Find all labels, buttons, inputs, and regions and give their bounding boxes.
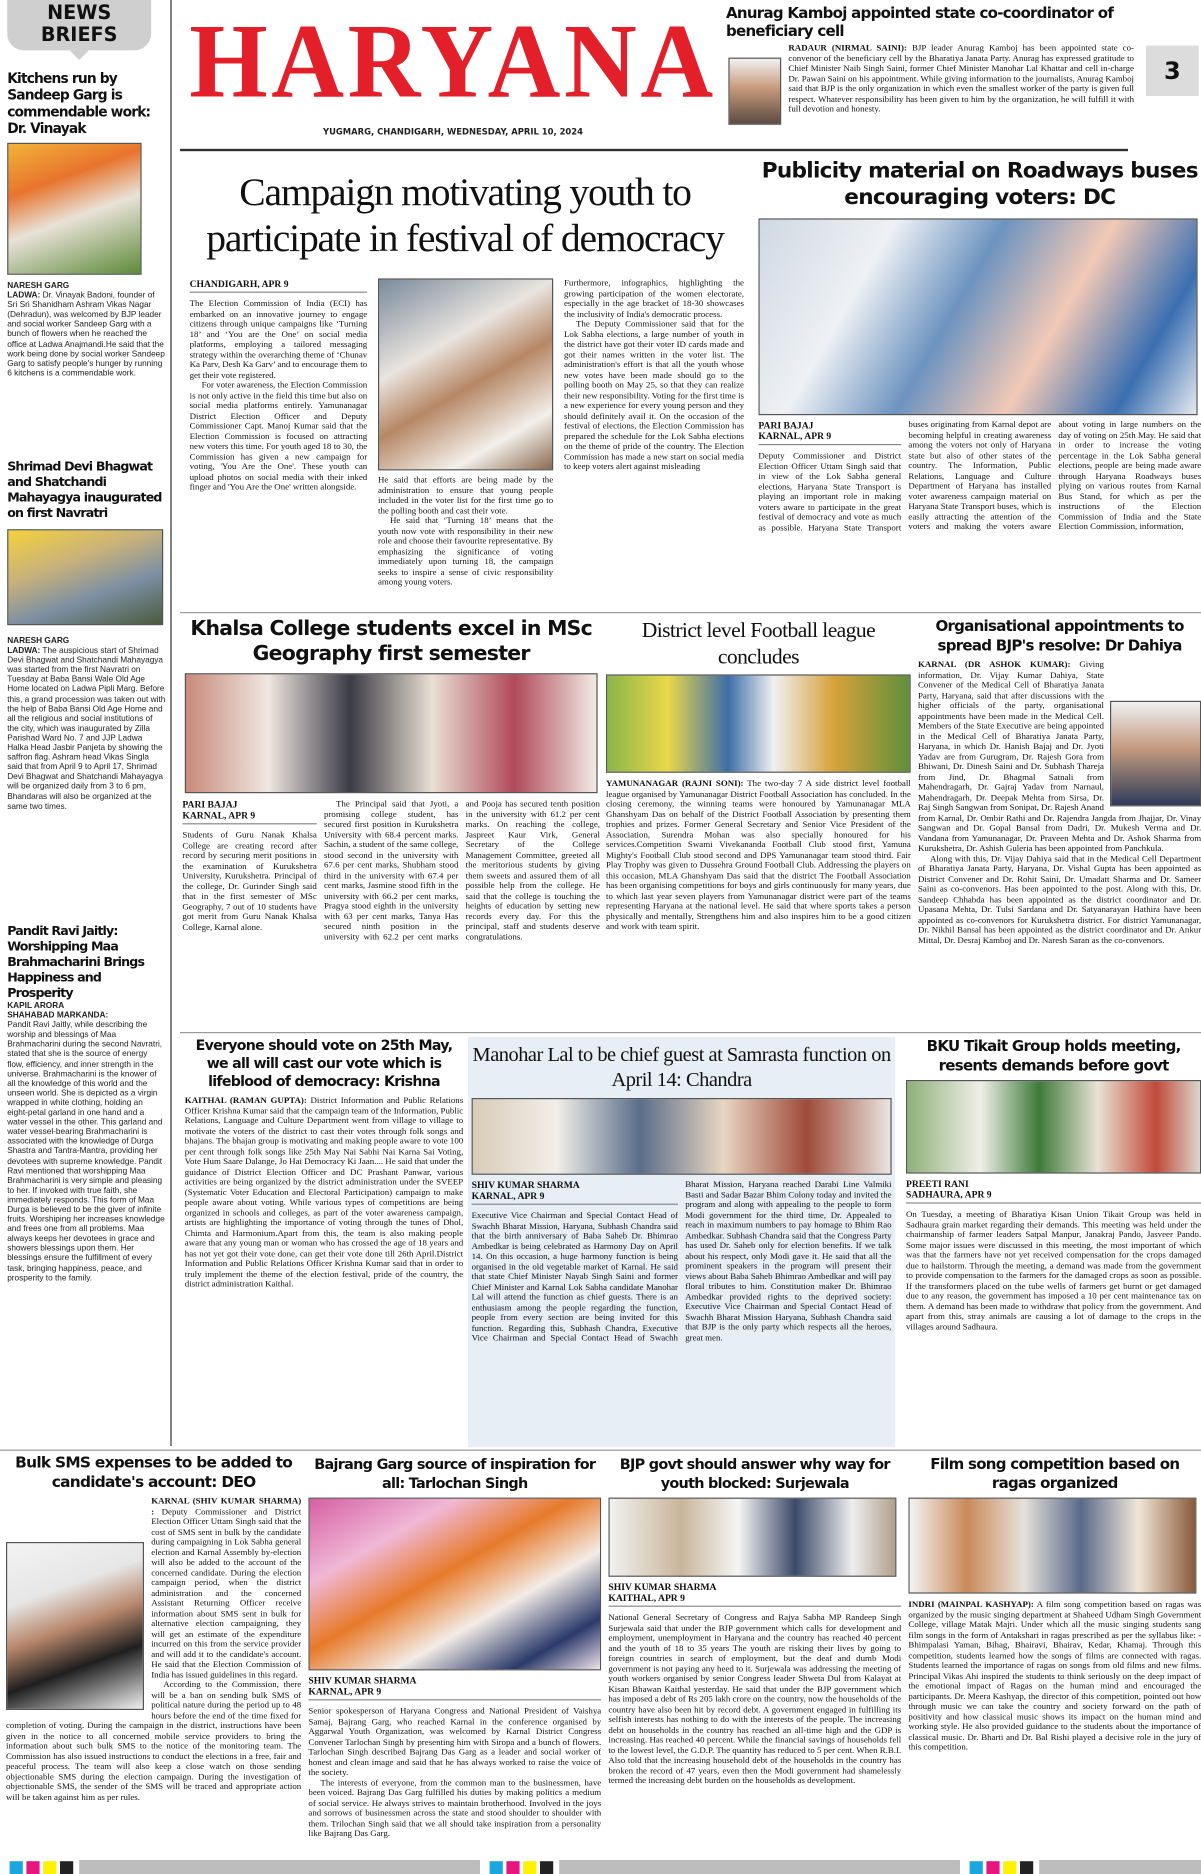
story-text: Senior spokesperson of Haryana Congress and National President of Vaishya Samaj, Bajrang Garg, who reached Karnal in the conference organised by Aggarwal Youth Organization, was welcomed by Karnal District Congress Convener Tarlochan Singh by presenting him with Siropa and a bunch of flowers. Tarlochan Singh described Bajrang Das Garg as a leader and social worker of honest and clean image and said that he has always worked to raise the voice of the society. [308,1705,602,1778]
photo [6,1542,144,1710]
story-publicity [758,158,1201,609]
photo [472,1098,892,1175]
print-color-bar [0,1860,1201,1874]
story-byline: PREETI RANI SADHAURA, APR 9 [906,1178,1201,1203]
story-text: Deputy Commissioner and District Election Officer Uttam Singh said that the cost of SMS sent in bulk by the candidate during campaigning in Lok Sabha general election and Karnal Assembly by-election will also be added to the account of the concerned candidate. During the election campaign period, when the district administration and the concerned Assistant Returning Officer receive information about SMS sent in bulk for alternative election campaigning, they will get an estimate of the expenditure incurred on this from the service provider and will add it to the candidate's account. He said that the Election Commission of India has issued guidelines in this regard. [151,1505,302,1680]
story-text: On Tuesday, a meeting of Bharatiya Kisan Union Tikait Group was held in Sadhaura grain market regarding their demands. This meeting was held under the chairmanship of farmer leaders Satpal Manpur, Janakraj Pando, Jasveer Pando. Some major issues were discussed in this meeting, the most important of which was that the farmers have not yet received compensation for the crops damaged due to hailstorm. Through the meeting, a demand was made from the government to provide compensation to the farmers for the damaged crops as soon as possible. If the transformers placed on the tube wells of farmers get burnt or get damaged due to any reason, the government has imposed a 10 per cent maintenance tax on them. A demand has been made to withdraw that policy from the government. And apart from this, stray animals are causing a lot of damage to the crops in the villages around Sadhaura. [906,1208,1201,1332]
story-headline: BJP govt should answer why way for youth blocked: Surjewala [619,1455,890,1492]
photo [908,1498,1196,1594]
row-divider [180,612,1201,613]
story-dateline: RADAUR (NIRMAL SAINI): [788,42,907,53]
story-text: District Information and Public Relations Officer Krishna Kumar said that the campaign team of the Information, Public Relations, Language and Culture Department went from village to village to motivate the voters of the district to cast their votes through folk songs and bhajans. The bhajan group is motivating and making people aware to vote 100 per cent through folk songs like 25th May Nai Sabhi Nai Karna Sai Voting, Vote Hum Saare Dalange, Jo Hai Democracy Ki Jaan.... He said that under the guidance of District Election Officer and DC Prashant Panwar, various activities are being organized by the district administration under the SVEEP (Systematic Voter Education and Electoral Participation) campaign to make people aware about voting. While various types of competitions are being organized in schools and colleges, as part of the voter awareness campaign, artists are highlighting the importance of voting through the tunes of Dhol, Chimta and Harmonium.Apart from this, the team is also making people aware that any young man or woman who has crossed the age of 18 years and has not yet got their vote done, can get their vote done till 26th April.District Information and Public Relations Officer Krishna Kumar said that in order to truly implement the theme of the election festival, pride of the country, the district administration Kaithal. [184,1094,464,1289]
story-headline: Manohar Lal to be chief guest at Samrasta function on April 14: Chandra [472,1042,891,1091]
magenta-swatch [26,1861,39,1874]
story-byline: PARI BAJAJ KARNAL, APR 9 [758,420,901,445]
photo [728,58,781,125]
story-text: The two-day 7 A side district level football league organised by Yamunanagar District Football Association has concluded. In the closing ceremony, the winning teams were honoured by Yamunanagar MLA Ghanshyam Das on behalf of the District Football Association by presenting them trophies and prizes. Former General Secretary and Senior Vice President of the Association, Surendra Mohan was also specially honoured for his services.Competition Swami Vivekananda Football Club stood first, Yamuna Mighty's Football Club stood second and DPS Yamunanagar team stood third. Fair Play Trophy was given to Dussehra Ground Football Club. Addressing the players on this occasion, MLA Ghanshyam Das said that the district The Football Association has been organising competitions for boys and girls continuously for many years, due to which last year seven players from Yamunanagar district were part of the teams representing Haryana at the national level. He said that where sports takes a person physically and mentally, Strengthens him and also inspires him to be a good citizen and work with team spirit. [606,777,911,932]
story-surjewala [608,1454,901,1860]
brief-text: Dr. Vinayak Badoni, founder of Sri Sri Shanidham Ashram Vikas Nagar (Dehradun), was welcomed by BJP leader and social worker Sandeep Garg with a bunch of flowers when he reached the office at Ladwa Anajmandi.He said that the work being done by social worker Sandeep Garg to satisfy people's hunger by running 6 kitchens is a commendable work. [7,291,165,378]
black-swatch [60,1861,73,1874]
story-headline: Khalsa College students excel in MSc Geography first semester [190,616,593,666]
magenta-swatch [986,1861,999,1874]
story-sms [6,1454,301,1860]
page-number: 3 [1146,46,1199,96]
brief-dateline: LADWA: [7,291,41,301]
brief-pandit [7,924,165,1284]
story-bku [906,1037,1201,1447]
photo [7,143,141,275]
story-headline: Bulk SMS expenses to be added to candidate's account: DEO [15,1454,293,1492]
story-khalsa [182,617,600,1030]
cyan-swatch [10,1861,23,1874]
story-headline: BKU Tikait Group holds meeting, resents demands before govt [926,1036,1181,1074]
story-bajrang [308,1454,601,1860]
photo [378,278,553,470]
story-headline: Campaign motivating youth to participate in festival of democracy [206,171,724,261]
dateline: YUGMARG, CHANDIGARH, WEDNESDAY, APRIL 10, 2024 [323,127,583,137]
story-text: Along with this, Dr. Vijay Dahiya said that in the Medical Cell Department of Bharatiya Janata Party, Haryana, Dr. Vishal Gupta has been appointed as District Convener and Dr. Rohit Saini, Dr. Umadatt Sharma and Dr. Sameer Saini as co-convenors. Has been appointed to the post. Along with this, Dr. Sandeep Chhabda has been appointed as the district coordinator and Dr. Upasana Mehta, Dr. Tulsi Sardana and Dr. Satyanarayan Hathira have been appointed as co-convenors for Kurukshetra district. For district Yamunanagar, Dr. Nikhil Bansal has been appointed as the district coordinator and Dr. Ankur Mittal, Dr. Desraj Kamboj and Dr. Naresh Saran as the co-convenors. [918,852,1201,946]
story-film [908,1454,1201,1860]
story-headline: Bajrang Garg source of inspiration for all: Tarlochan Singh [314,1455,596,1492]
story-anurag [726,4,1134,146]
story-headline: Anurag Kamboj appointed state co-coordinator of beneficiary cell [726,3,1114,40]
story-column: Furthermore, infographics, highlighting the growing participation of the women electorate, especially in the age bracket of 18-30 showcases the inclusivity of India's democratic process. The Deputy Commissioner said that for the Lok Sabha elections, a large number of youth in the district have got their voter ID cards made and got their names written in the voter list. The administration's effort is that all the youth whose new votes have been made should go to the polling booth on May 25, so that they can realize their new responsibility. Voting for the first time is a new experience for every young person and they should definitely avail it. On the occasion of the festival of elections, the Election Commission has prepared the schedule for the Lok Sabha elections on the theme of pride of the country. The Election Commission has made a new start on social media to keep voters alert against misleading [564,278,744,472]
story-text: The Principal said that Jyoti, a promising college student, has secured first position in Kurukshetra University with 68.4 percent marks. Sachin, a student of the same college, stood second in the university with 67.6 per cent marks, Shubham stood third in the university with 67.4 per cent marks, Jasmine stood fifth in the university with 66.2 per cent marks, Pragya stood eighth in the university with 63 per cent marks, Tanya Has secured ninth position in the university with 62.2 per cent marks and Pooja has secured tenth position in the university with 61.2 per cent marks. On reaching the college, Jaspreet Kaur Virk, General Secretary of the College Management Committee, greeted all the meritorious students by giving them sweets and assured them of all possible help from the college. He said that the college is touching the heights of education by setting new records every day. For this the principal, staff and students deserve congratulations. [324,798,600,942]
story-manohar [468,1037,895,1447]
brief-byline: KAPIL ARORA [7,1002,65,1011]
story-headline: Film song competition based on ragas organized [930,1454,1180,1492]
yellow-swatch [523,1861,536,1874]
brief-byline: NARESH GARG [7,282,70,291]
cyan-swatch [970,1861,983,1874]
brief-headline: Kitchens run by Sandeep Garg is commendable work: Dr. Vinayak [7,69,151,137]
news-briefs-label: NEWS BRIEFS [7,0,151,50]
photo [758,218,1197,415]
story-text: According to the Commission, there will be a ban on sending bulk SMS of political nature during the period up to 48 hours before the end of the time fixed for completion of voting. During the campaign in the district, instructions have been given in the notice to all concerned mobile service providers to bring the information about such bulk SMS to the notice of the monitoring team. The Commission has also issued instructions to conduct the elections in a free, fair and peaceful process. The team will also keep a close watch on those sending objectionable SMS during the election campaign. During the investigation of objectionable SMS, the sender of the SMS will be traced and appropriate action will be taken against him as per rules. [6,1678,302,1802]
brief-headline: Shrimad Devi Bhagwat and Shatchandi Mahayagya inaugurated on first Navratri [7,459,162,521]
story-headline: District level Football league concludes [641,618,876,669]
photo [1110,701,1201,807]
story-organisational [918,617,1201,1030]
story-text: Students of Guru Nanak Khalsa College are creating record after record by securing merit positions in the examination of Kurukshetra University, Kurukshetra. Principal of the college, Dr. Gurinder Singh said that in the first semester of MSc Geography, 7 out of 10 students have got merit from Guru Nanak Khalsa College, Karnal alone. [182,829,317,932]
story-dateline: KARNAL (DR ASHOK KUMAR): [918,658,1071,670]
story-text: Deputy Commissioner and District Election Officer Uttam Singh said that in view of the Lok Sabha general elections, Haryana State Transport is playing an important role in making voters aware to participate in the great festival of democracy and vote as much as possible. Haryana State Transport buses originating from Karnal depot are becoming helpful in creating awareness among the voters not only of Haryana state but also of other states of the country. The Information, Public Relations, Language and Culture Department of Haryana has installed voter awareness campaign material on Haryana State Transport buses, which is easily attracting the attention of the voters and making the voters aware about voting in large numbers on the day of voting on 25th May. He said that in order to increase the voting percentage in the Lok Sabha general elections, people are being made aware through Haryana Roadways buses plying on various routes from Karnal Bus Stand, for which as per the instructions of the Election Commission of India and the State Election Commission, information, [758,418,1201,533]
brief-headline: Pandit Ravi Jaitly: Worshipping Maa Brahmacharini Brings Happiness and Prosperity [7,924,145,1001]
story-text: The interests of everyone, from the common man to the businessmen, have been voiced. Bajrang Das Garg fulfilled his duties by making politics a medium of social service. He always strives to maintain brotherhood. Involved in the joys and sorrows of businessmen across the state and stood shoulder to shoulder with them. Trilochan Singh said that we all should take inspiration from a personality like Bajrang Das Garg. [308,1776,602,1839]
brief-text: The auspicious start of Shrimad Devi Bhagwat and Shatchandi Mahayagya was started from the first Navratri on Tuesday at Baba Bansi Wale Old Age Home located on Ladwa Pipli Marg. Before this, a grand procession was taken out with the help of Baba Bansi Old Age Home and all the religious and social institutions of the city, which was inaugurated by Zilla Parishad Ward No. 7 and JJP Ladwa Halka Head Jasbir Panjeta by showing the saffron flag. Ashram head Vikas Singla said that from April 9 to April 17, Shrimad Devi Bhagwat and Shatchandi Mahayagya will be organized daily from 3 to 6 pm, Bhandaras will also be organized at the same two times. [7,646,166,811]
brief-byline: NARESH GARG [7,637,70,646]
brief-dateline: LADWA: [7,646,41,656]
story-column: CHANDIGARH, APR 9 The Election Commission of India (ECI) has embarked on an innovative journey to engage citizens through unique campaigns like ‘Turning 18’ and ‘You are the One’ on social media platforms, employing a tailored messaging strategy within the overarching theme of ‘Chunav Ka Parv, Desh Ka Garv’ and to encourage them to get their vote registered. For voter awareness, the Election Commission is not only active in the field this time but also on social media platforms entirely. Yamunanagar District Election Officer and Deputy Commissioner Capt. Manoj Kumar said that the Election Commission is focused on attracting new voters this time. For youth aged 18 to 30, the Commission has given a new campaign for voting, 'You Are the One'. These youth can upload photos on social media with their inked finger and 'You Are the One' written alongside. [189,278,368,493]
story-football [606,617,911,1030]
masthead-title: HARYANA [189,3,717,121]
story-column: He said that efforts are being made by the administration to ensure that young people included in the voter list for the first time go to the polling booth and cast their vote. He said that ‘Turning 18’ means that the youth now vote with responsibility in their new role and choose their favourite representative. By emphasizing the significance of voting immediately upon turning 18, the campaign seeks to inspire a sense of civic responsibility among young voters. [378,475,554,587]
magenta-swatch [506,1861,519,1874]
story-dateline: YAMUNANAGAR (RAJNI SONI): [606,777,744,789]
story-text: National General Secretary of Congress and Rajya Sabha MP Randeep Singh Surjewala said that under the BJP government which calls for development and employment, unemployment in Haryana and the country has reached 40 percent and the youth of 18 to 35 years The youth are risking their lives by going to foreign countries in search of employment, but the deaf and dumb Modi government is not paying any heed to it. Surjewala was addressing the meeting of youth workers organised by senior Congress leader Shweta Dul from Kalayat at Kisan Bhawan Kaithal yesterday. He said that under the BJP government which has imposed a debt of Rs 205 lakh crore on the country, now the households of the country have also been hit by record debt. A government engaged in fulfilling its selfish interests has nothing to do with the interests of the people. The increasing debt on households in the country has reached an all-time high and the GDP is increasing. Has reached 40 percent. While the financial savings of households fell to the lowest level, the G.D.P. The quantity has reduced to 5 per cent. When R.B.I. Also told that the increasing household debt of the households in the country has broken the record of 47 years, even then the Modi government had shamelessly termed the increasing debt burden on the households as development. [608,1611,902,1786]
story-byline: SHIV KUMAR SHARMA KARNAL, APR 9 [472,1180,678,1205]
story-text: Giving information, Dr. Vijay Kumar Dahiya, State Convener of the Medical Cell of Bharatiya Janata Party, Haryana, said that after discussions with the higher officials of the party, organisational appointments have been made in the Medical Cell. Members of the State Executive are being appointed in the Medical Cell of Bharatiya Janata Party, Haryana, in which Dr. Hanish Bajaj and Dr. Jyoti Yadav are from Gurugram, Dr. Rajesh Gora from Bhiwani, Dr. Dinesh Saini and Dr. Subhash Thareja from Jind, Dr. Bhagmal Satnali from Mahendragarh, Dr. Gajraj Yadav from Narnaul, Mahendragarh, Dr. Deepak Mehta from Sirsa, Dr. Raj Singh Sangwan from Sonipat, Dr. Rajesh Anand from Karnal, Dr. Ombir Rathi and Dr. Rajendra Jangda from Jhajjar, Dr. Vinay Sangwan and Dr. Gopal Bansal from Dadri, Dr. Mukesh Verma and Dr. Vandana from Yamunanagar, Dr. Praveen Mehta and Dr. Ashok Sharma from Kurukshetra, Dr. Ashish Guleria has been appointed from Panchkula. [918,658,1201,854]
story-dateline: INDRI (MAINPAL KASHYAP): [908,1598,1034,1610]
story-dateline: KAITHAL (RAMAN GUPTA): [184,1094,307,1106]
yellow-swatch [1003,1861,1016,1874]
photo [185,673,598,793]
photo [606,674,911,772]
brief-text: Pandit Ravi Jaitly, while describing the worship and blessings of Maa Brahmacharini during the second Navratri, stated that she is the source of energy flow, efficiency, and inner strength in the universe. Brahmacharini is the knower of all the knowledge of this world and the unseen world. She is depicted as a virgin wrapped in white clothing, holding an eight-petal garland in one hand and a water vessel in the other. This garland and water vessel-bearing Brahmacharini is associated with the knowledge of Durga Shastra and Tantra-Mantra, providing her devotees with supreme knowledge. Pandit Ravi mentioned that worshipping Maa Brahmacharini is very simple and pleasing to her. If invoked with true faith, she immediately responds. This form of Maa Durga is believed to be the giver of infinite fruits. Worshiping her increases knowledge and frees one from all problems. Maa always keeps her devotees in grace and showers blessings upon them. Her blessings ensure the fulfillment of every task, bringing happiness, peace, and prosperity to the family. [7,1021,165,1283]
black-swatch [540,1861,553,1874]
yellow-swatch [43,1861,56,1874]
story-headline: Publicity material on Roadways buses encouraging voters: DC [761,158,1198,211]
masthead-rule [180,149,1128,151]
story-dateline: CHANDIGARH, APR 9 [190,278,368,292]
row-divider [180,1032,1201,1033]
news-briefs-sidebar [0,0,168,1440]
story-byline: PARI BAJAJ KARNAL, APR 9 [182,799,316,824]
row-divider [0,1450,1201,1451]
story-headline: Organisational appointments to spread BJP's resolve: Dr Dahiya [935,616,1184,654]
brief-shrimad [7,460,165,812]
story-byline: SHIV KUMAR SHARMA KARNAL, APR 9 [308,1675,601,1700]
photo [906,1080,1201,1174]
black-swatch [1020,1861,1033,1874]
cyan-swatch [490,1861,503,1874]
sidebar-divider [170,0,171,1446]
story-text: A film song competition based on ragas was organized by the music singing department at Shaheed Udham Singh Government College, village Matak Majri. Under which all the music singing students sang film songs in the form of Antakshari in ragas prescribed as per the syllabus like: - Bhimpalasi Yaman, Bihag, Bhairavi, Bhairav, Kedar, Khamaj. Through this competition, students learned how the songs of films are connected with ragas. Students learned the importance of ragas on songs from old films and new films. Principal Vikas Ahi inspired the students to think seriously on the deep impact of the emotional impact of Ragas on the human mind and encouraged the participants. Dr. Meera Kashyap, the director of this competition, pointed out how through music we can take the country and society forward on the path of positivity and how classical music shows its impact on the human mind and working style. He also provided guidance to the students about the importance of classical music. Dr. Bharti and Dr. Bal Rishi played a decisive role in the jury of this competition. [908,1598,1201,1753]
story-text: Executive Vice Chairman and Special Contact Head of Swachh Bharat Mission, Haryana, Subhash Chandra said that the birth anniversary of Baba Saheb Dr. Bhimrao Ambedkar is being celebrated as Harmony Day on April 14. On this occasion, a huge harmony function is being organised in the old vegetable market of Karnal. He said that state Chief Minister Nayab Singh Saini and former Chief Minister and Karnal Lok Sabha candidate Manohar Lal will attend the function as chief guests. There is an enthusiasm among the people regarding the function, people from every section are being invited for this function. Regarding this, Subhash Chandra, Executive Vice Chairman and Special Contact Head of Swachh Bharat Mission, Haryana reached Darabi Line Valmiki Basti and Sadar Bazar Bhim Colony today and invited the program and along with appealing to the people to form Modi government for the third time, Dr. Appealed to reach in maximum numbers to pay homage to Bhim Rao Ambedkar. Subhash Chandra said that the Congress Party has used Dr. Saheb only for election benefits. If we talk about his respect, only Modi gave it. He said that all the prominent speakers in the program will present their views about Baba Saheb Bhimrao Ambedkar and will pay floral tributes to him. Constitution maker Dr. Bhimrao Ambedkar provided rights to the deprived society: Executive Vice Chairman and Special Contact Head of Swachh Bharat Mission Haryana, Subhash Chandra said that BJP is the only party which respects all the heroes, great men. [471,1178,892,1343]
story-vote [185,1037,463,1447]
photo [608,1498,896,1577]
news-briefs-pointer [70,50,89,60]
photo [308,1498,601,1671]
story-byline: SHIV KUMAR SHARMA KAITHAL, APR 9 [608,1582,901,1607]
story-headline: Everyone should vote on 25th May, we all will cast our vote which is lifeblood of democracy: Krishna [195,1036,453,1090]
brief-kitchens [7,70,165,380]
story-campaign [180,154,750,610]
story-text: BJP leader Anurag Kamboj has been appointed state co-convenor of the beneficiary cell by the Bharatiya Janata Party. Anurag has expressed gratitude to Chief Minister Naib Singh Saini, former Chief Minister Manohar Lal Khattar and cell in-charge Dr. Pawan Saini on his appointment. While giving information to the journalists, Anurag Kamboj said that BJP is the only organization in which even the smallest worker of the party is given full respect. Whatever responsibility has been given to him by the organization, he will fulfill it with full devotion and honesty. [788,42,1134,115]
brief-dateline: SHAHABAD MARKANDA: [7,1011,109,1021]
photo [7,529,163,625]
story-dateline: KARNAL (SHIV KUMAR SHARMA) : [151,1495,302,1517]
